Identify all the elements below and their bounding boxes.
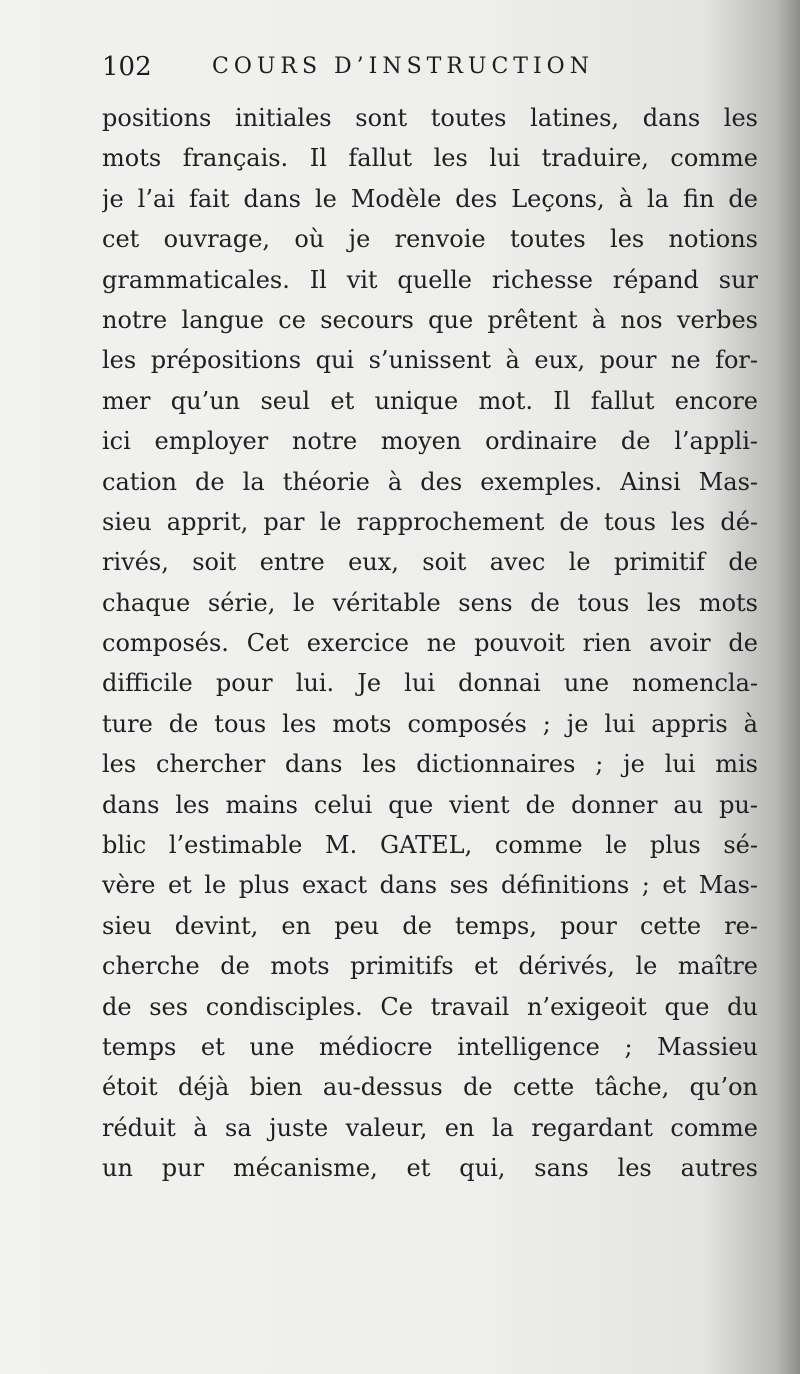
text-line: temps et une médiocre intelligence ; Massieu [102,1032,758,1061]
text-line: les chercher dans les dictionnaires ; je lui mis [102,750,758,779]
text-line: grammaticales. Il vit quelle richesse répand sur [102,265,758,294]
text-line: blic l’estimable M. GATEL, comme le plus sé- [102,831,758,860]
text-line: mer qu’un seul et unique mot. Il fallut encore [102,386,758,415]
text-line: rivés, soit entre eux, soit avec le primitif de [102,548,758,577]
text-line: cherche de mots primitifs et dérivés, le maître [102,952,758,981]
text-line: sieu apprit, par le rapprochement de tous les dé- [102,507,758,536]
text-line: notre langue ce secours que prêtent à nos verbes [102,305,758,334]
text-line: vère et le plus exact dans ses définitions ; et Mas- [102,871,758,900]
text-line: cet ouvrage, où je renvoie toutes les notions [102,225,758,254]
text-line: un pur mécanisme, et qui, sans les autres [102,1154,758,1183]
text-line: de ses condisciples. Ce travail n’exigeoit que du [102,992,758,1021]
running-header [102,48,672,88]
text-line: chaque série, le véritable sens de tous les mots [102,588,758,617]
text-line: sieu devint, en peu de temps, pour cette re- [102,911,758,940]
text-line: difficile pour lui. Je lui donnai une nomencla- [102,669,758,698]
text-line: composés. Cet exercice ne pouvoit rien avoir de [102,629,758,658]
text-line: je l’ai fait dans le Modèle des Leçons, à la fin de [102,184,758,213]
text-line: cation de la théorie à des exemples. Ainsi Mas- [102,467,758,496]
body-text [102,98,758,1189]
running-title: COURS D’INSTRUCTION [212,54,594,79]
text-line: positions initiales sont toutes latines, dans les [102,104,758,132]
text-line: réduit à sa juste valeur, en la regardant comme [102,1113,758,1142]
text-line: mots français. Il fallut les lui traduire, comme [102,144,758,173]
text-line: dans les mains celui que vient de donner au pu- [102,790,758,819]
text-line: les prépositions qui s’unissent à eux, pour ne for- [102,346,758,375]
text-line: étoit déjà bien au-dessus de cette tâche, qu’on [102,1073,758,1102]
text-line: ici employer notre moyen ordinaire de l’appli- [102,427,758,456]
text-line: ture de tous les mots composés ; je lui appris à [102,709,758,738]
page-number: 102 [102,52,152,82]
